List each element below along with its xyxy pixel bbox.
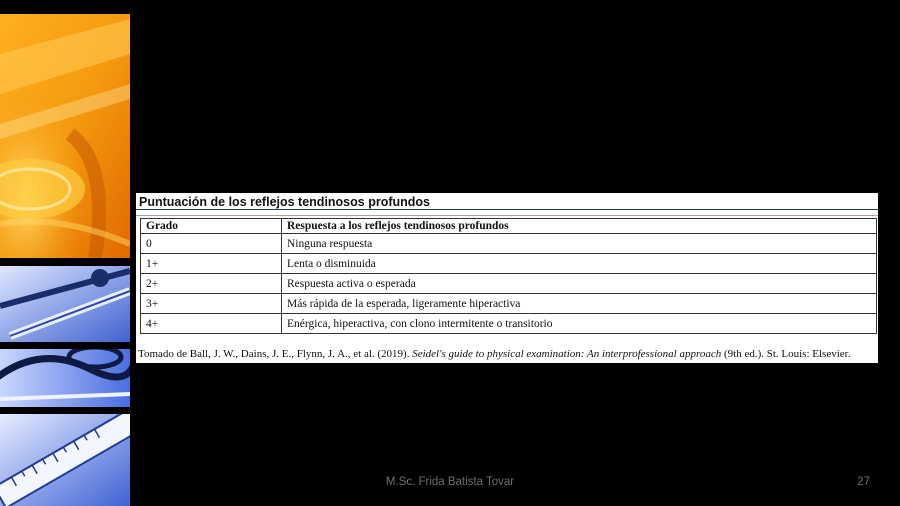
table-row: [141, 274, 877, 294]
reflex-grading-table: [140, 218, 877, 334]
stethoscope-tubing-photo: [0, 349, 130, 407]
response-cell: Más rápida de la esperada, ligeramente hiperactiva: [282, 294, 877, 314]
header-response: Respuesta a los reflejos tendinosos profundos: [282, 219, 877, 234]
stethoscope-photo: [0, 14, 130, 258]
grade-cell: 3+: [141, 294, 282, 314]
medical-instruments-photo: [0, 266, 130, 342]
table-header-row: [141, 219, 877, 234]
response-cell: Respuesta activa o esperada: [282, 274, 877, 294]
table-row: [141, 234, 877, 254]
response-cell: Lenta o disminuida: [282, 254, 877, 274]
table-title: Puntuación de los reflejos tendinosos profundos: [139, 195, 430, 209]
title-divider: [136, 209, 878, 210]
title-divider-secondary: [136, 215, 878, 216]
reflex-table-panel: [136, 193, 878, 363]
grade-cell: 1+: [141, 254, 282, 274]
grade-cell: 2+: [141, 274, 282, 294]
header-grade: Grado: [141, 219, 282, 234]
citation-book-title: Seidel's guide to physical examination: An interprofessional approach: [412, 348, 722, 360]
syringe-photo: [0, 414, 130, 506]
source-citation: [138, 348, 850, 360]
response-cell: Ninguna respuesta: [282, 234, 877, 254]
citation-publisher: (9th ed.). St. Louis: Elsevier.: [721, 348, 851, 360]
grade-cell: 4+: [141, 314, 282, 334]
slide-number: 27: [857, 476, 870, 488]
table-row: [141, 314, 877, 334]
footer-author: M.Sc. Frida Batista Tovar: [385, 476, 515, 488]
table-row: [141, 294, 877, 314]
grade-cell: 0: [141, 234, 282, 254]
citation-authors: Tomado de Ball, J. W., Dains, J. E., Flynn, J. A., et al. (2019).: [138, 348, 413, 360]
response-cell: Enérgica, hiperactiva, con clono intermitente o transitorio: [282, 314, 877, 334]
table-row: [141, 254, 877, 274]
